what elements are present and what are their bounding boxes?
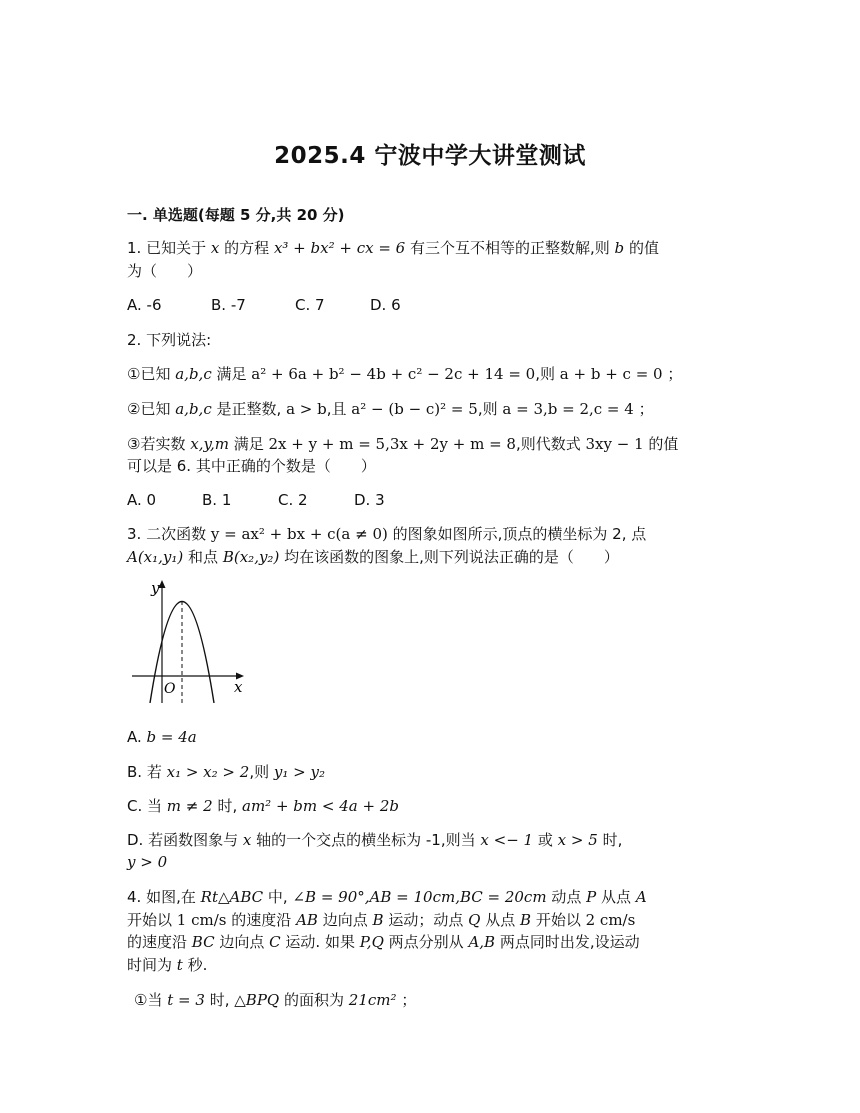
option-d: D. 6: [370, 296, 401, 314]
q4-expr: t = 3: [167, 991, 205, 1009]
q4-text: 如图,在: [146, 888, 196, 906]
q3-option-expr: m ≠ 2: [166, 797, 213, 815]
option-d: D. 3: [354, 491, 385, 509]
q4-var: P: [586, 888, 597, 906]
question-1-line-2: 为（ ）: [127, 262, 203, 280]
y-axis-label: y: [151, 579, 160, 597]
q2-text: 满足: [233, 435, 264, 453]
question-3-option-b: [127, 762, 325, 782]
q2-text: ,则: [477, 400, 498, 418]
q3-option-label: B. 若: [127, 763, 162, 781]
q4-text: 的速度沿: [231, 911, 292, 929]
q4-var: A,B: [468, 933, 496, 951]
option-b: B. -7: [211, 296, 246, 314]
q3-option-expr: x₁ > x₂ > 2: [166, 763, 250, 781]
q3-option-label: D. 若函数图象与: [127, 831, 239, 849]
q2-text: ,且: [326, 400, 347, 418]
q4-text: ；: [401, 991, 417, 1009]
q1-text: 的值: [628, 239, 659, 257]
question-3-option-a: [127, 727, 197, 747]
question-3-line-2: [127, 547, 619, 567]
question-4-line-4: [127, 955, 207, 975]
question-2-statement-3: [127, 434, 678, 454]
q3-function: y = ax² + bx + c(a ≠ 0): [210, 525, 388, 543]
q4-var: AB: [296, 911, 318, 929]
question-4-line-1: [127, 887, 647, 907]
q3-option-expr: x > 5: [557, 831, 598, 849]
q3-text: 的图象如图所示,顶点的横坐标为 2, 点: [392, 525, 647, 543]
q2-equation: a + b + c = 0: [559, 365, 663, 383]
q2-vars: x,y,m: [190, 435, 229, 453]
q4-text: 中,: [267, 888, 288, 906]
q4-var: C: [269, 933, 281, 951]
q3-text: 均在该函数的图象上,则下列说法正确的是（ ）: [284, 548, 619, 566]
q4-var: P,Q: [359, 933, 384, 951]
q1-text: 有三个互不相等的正整数解,则: [409, 239, 610, 257]
q3-text: 或: [537, 831, 553, 849]
q3-text: 二次函数: [146, 525, 207, 543]
q4-text: 边向点: [322, 911, 368, 929]
q3-option-label: A.: [127, 728, 142, 746]
question-1-options: [127, 295, 401, 315]
q2-equation: 2x + y + m = 5,3x + 2y + m = 8: [268, 435, 516, 453]
q2-text: ,则代数式: [515, 435, 581, 453]
q4-text: 秒.: [187, 956, 208, 974]
q4-var: Q: [468, 911, 481, 929]
q2-text: 的值: [648, 435, 679, 453]
question-2-head: 2. 下列说法:: [127, 331, 212, 349]
q2-text: ①已知: [127, 365, 171, 383]
q3-var: x: [242, 831, 252, 849]
option-a: A. -6: [127, 296, 162, 314]
q4-text: 时,: [209, 991, 230, 1009]
question-3-option-c: [127, 796, 399, 816]
q4-text: 边向点: [219, 933, 265, 951]
q2-text: 是正整数,: [216, 400, 282, 418]
q4-text: 的速度沿: [127, 933, 188, 951]
q1-var: b: [614, 239, 625, 257]
question-4-statement-1: [134, 990, 416, 1010]
question-3-option-d-line-2: [127, 852, 167, 872]
q4-speed: 2 cm/s: [585, 911, 636, 929]
q4-var: BC: [191, 933, 215, 951]
q4-text: 运动；动点: [388, 911, 464, 929]
q3-option-expr: y₁ > y₂: [273, 763, 325, 781]
q2-equation: a > b: [286, 400, 327, 418]
origin-label: O: [164, 681, 176, 697]
q3-option-expr: b = 4a: [146, 728, 197, 746]
q3-option-expr: am² + bm < 4a + 2b: [242, 797, 399, 815]
q3-text: 轴的一个交点的横坐标为 -1,则当: [256, 831, 476, 849]
page-title: 2025.4 宁波中学大讲堂测试: [274, 143, 586, 169]
q4-text: 两点分别从: [388, 933, 464, 951]
q1-equation: x³ + bx² + cx = 6: [273, 239, 406, 257]
question-2-statement-2: [127, 399, 654, 419]
q1-var: x: [210, 239, 220, 257]
q4-condition: ∠B = 90°,AB = 10cm,BC = 20cm: [292, 888, 547, 906]
q3-option-label: C. 当: [127, 797, 163, 815]
q4-text: 运动. 如果: [285, 933, 355, 951]
q4-text: 时间为: [127, 956, 173, 974]
q2-expression: 3xy − 1: [585, 435, 644, 453]
q2-text: ②已知: [127, 400, 171, 418]
q2-equation: a² − (b − c)² = 5: [351, 400, 478, 418]
q4-var: A: [635, 888, 647, 906]
q2-vars: a,b,c: [175, 365, 212, 383]
question-4-line-3: [127, 932, 640, 952]
q2-vars: a,b,c: [175, 400, 212, 418]
q2-equation: a = 3,b = 2,c = 4: [502, 400, 634, 418]
q2-text: ,则: [535, 365, 556, 383]
question-2-statement-1: [127, 364, 682, 384]
q4-text: 动点: [551, 888, 582, 906]
q2-text: ；: [667, 365, 683, 383]
q3-option-expr: y > 0: [127, 853, 168, 871]
q4-text: 开始以: [127, 911, 173, 929]
q4-triangle: Rt△ABC: [200, 888, 264, 906]
section-heading: 一. 单选题(每题 5 分,共 20 分): [127, 206, 345, 224]
question-3-option-d: [127, 830, 622, 850]
q4-text: 的面积为: [284, 991, 345, 1009]
parabola-graph: [128, 577, 250, 703]
option-a: A. 0: [127, 491, 157, 509]
q4-text: 从点: [485, 911, 516, 929]
q4-text: ①当: [134, 991, 163, 1009]
q4-expr: 21cm²: [348, 991, 397, 1009]
q2-text: ；: [638, 400, 654, 418]
q4-speed: 1 cm/s: [176, 911, 227, 929]
option-b: B. 1: [202, 491, 232, 509]
question-1-number: 1.: [127, 239, 142, 257]
q3-text: 和点: [188, 548, 219, 566]
graph-axes: [132, 580, 244, 703]
q2-text: ③若实数: [127, 435, 186, 453]
x-axis-label: x: [234, 678, 243, 696]
q4-text: 从点: [601, 888, 632, 906]
q1-text: 已知关于: [146, 239, 207, 257]
q4-var: B: [520, 911, 532, 929]
question-3-number: 3.: [127, 525, 142, 543]
q4-text: 两点同时出发,设运动: [499, 933, 640, 951]
q4-triangle: △BPQ: [234, 991, 280, 1009]
question-2-options: [127, 490, 385, 510]
question-3-line-1: [127, 524, 646, 544]
q2-equation: a² + 6a + b² − 4b + c² − 2c + 14 = 0: [251, 365, 536, 383]
q4-var: B: [372, 911, 384, 929]
q4-var: t: [176, 956, 183, 974]
q3-text: ,则: [249, 763, 270, 781]
q3-point-b: B(x₂,y₂): [222, 548, 280, 566]
question-1-line-1: [127, 238, 659, 258]
q2-text: 满足: [216, 365, 247, 383]
option-c: C. 7: [295, 296, 325, 314]
option-c: C. 2: [278, 491, 308, 509]
q3-point-a: A(x₁,y₁): [127, 548, 184, 566]
q3-text: 时,: [217, 797, 238, 815]
question-4-line-2: [127, 910, 635, 930]
q3-text: 时,: [602, 831, 623, 849]
question-4-number: 4.: [127, 888, 142, 906]
q1-text: 的方程: [224, 239, 270, 257]
question-2-statement-3-line-2: 可以是 6. 其中正确的个数是（ ）: [127, 457, 376, 475]
q3-option-expr: x <− 1: [480, 831, 534, 849]
q4-text: 开始以: [535, 911, 581, 929]
